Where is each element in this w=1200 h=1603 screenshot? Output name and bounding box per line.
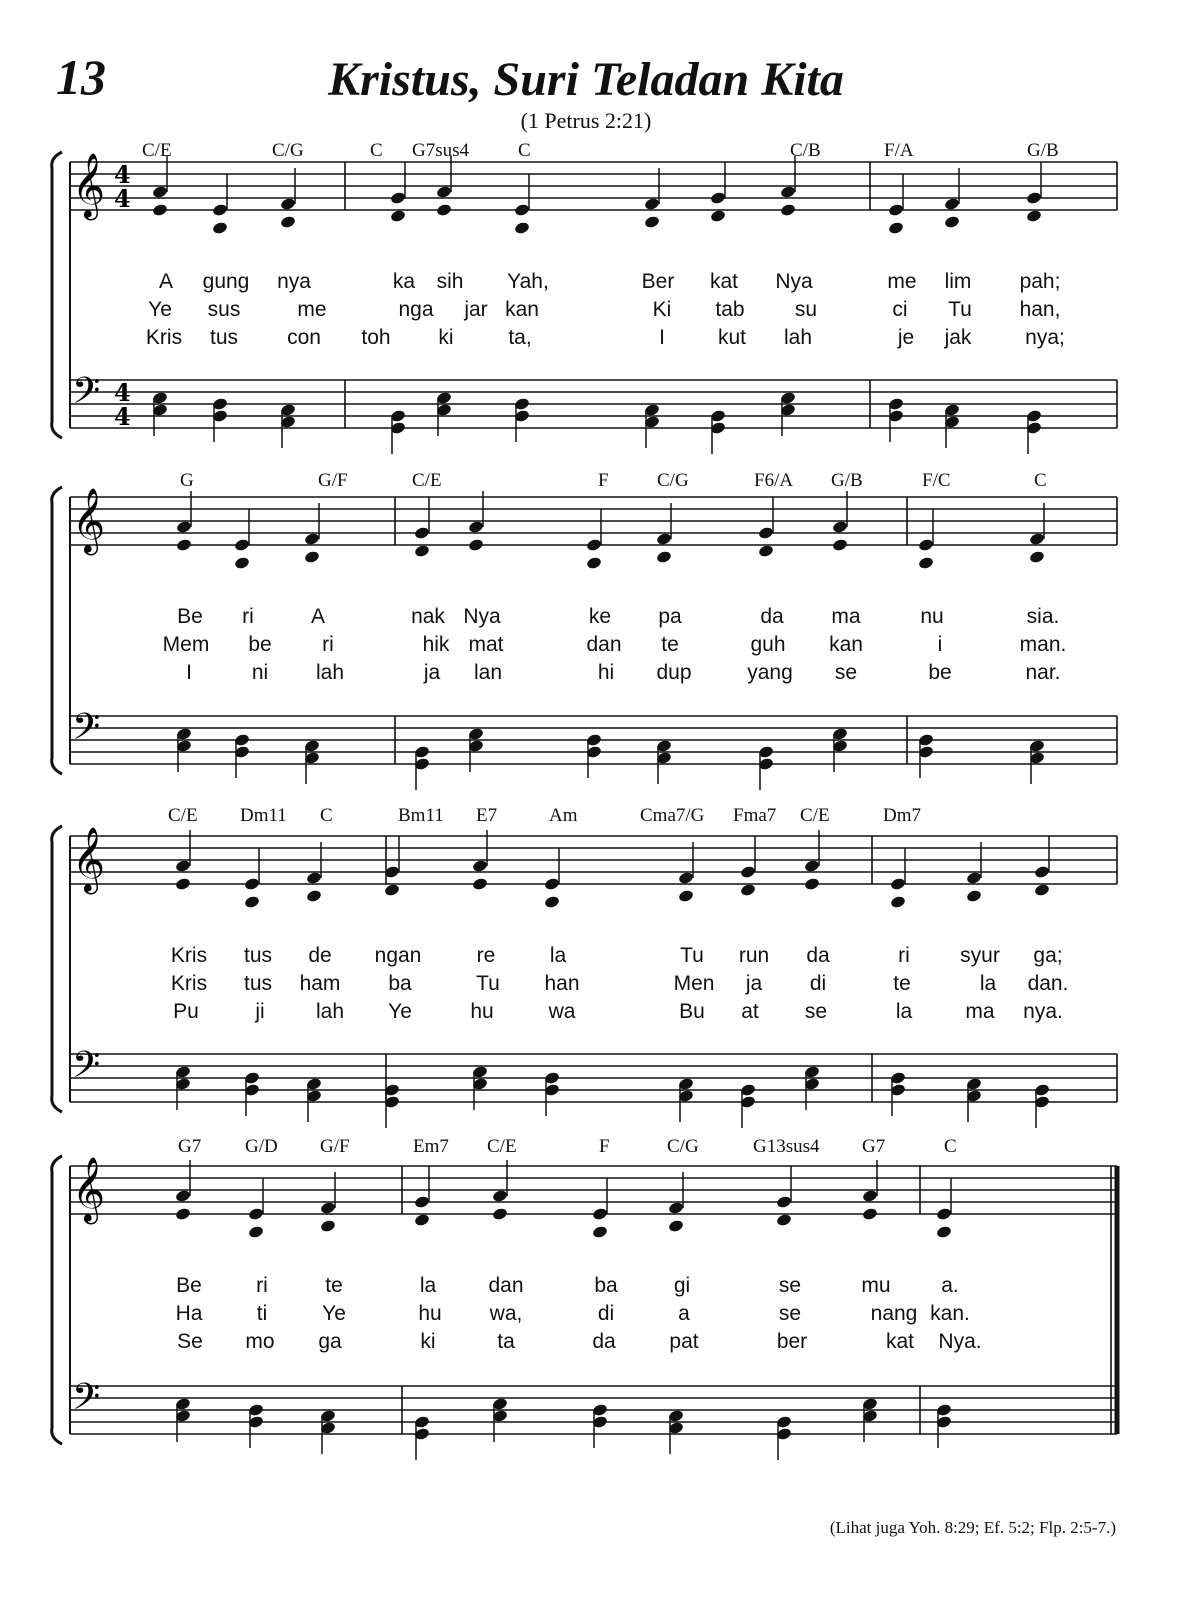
lyric-syllable: ka bbox=[392, 270, 416, 293]
lyric-syllable: Nya. bbox=[938, 1330, 982, 1353]
note-head bbox=[414, 1213, 431, 1227]
note-head bbox=[656, 532, 673, 546]
lyric-syllable: A bbox=[158, 270, 174, 293]
note-head bbox=[888, 203, 905, 217]
note-head bbox=[918, 556, 935, 570]
lyric-syllable: toh bbox=[361, 326, 391, 349]
chord-symbol: Cma7/G bbox=[640, 805, 705, 826]
lyric-syllable: han, bbox=[1019, 298, 1061, 321]
lyric-syllable: ma bbox=[831, 605, 861, 628]
lyric-syllable: nu bbox=[920, 605, 944, 628]
note-head bbox=[414, 544, 431, 558]
bass-clef: 𝄢 bbox=[72, 1376, 101, 1427]
lyric-syllable: Nya bbox=[775, 270, 813, 293]
lyric-syllable: Yah, bbox=[507, 270, 549, 293]
note-head bbox=[436, 203, 453, 217]
lyric-syllable: Tu bbox=[948, 298, 972, 321]
note-head bbox=[304, 532, 321, 546]
note-head bbox=[804, 859, 821, 873]
system-bracket bbox=[52, 487, 62, 774]
note-head bbox=[862, 1189, 879, 1203]
lyric-syllable: lah bbox=[315, 1000, 345, 1023]
lyric-syllable: dan bbox=[586, 633, 622, 656]
lyric-syllable: su bbox=[794, 298, 818, 321]
lyric-syllable: Ber bbox=[641, 270, 675, 293]
note-head bbox=[586, 556, 603, 570]
lyric-syllable: da bbox=[806, 944, 830, 967]
note-head bbox=[678, 889, 695, 903]
lyric-syllable: kut bbox=[717, 326, 747, 349]
lyric-syllable: sus bbox=[207, 298, 241, 321]
note-head bbox=[944, 215, 961, 229]
lyric-syllable: ti bbox=[256, 1302, 268, 1325]
note-head bbox=[175, 859, 192, 873]
note-head bbox=[152, 203, 169, 217]
note-head bbox=[776, 1195, 793, 1209]
chord-symbol: F6/A bbox=[754, 470, 794, 491]
lyric-syllable: di bbox=[597, 1302, 615, 1325]
note-head bbox=[644, 215, 661, 229]
lyric-syllable: mo bbox=[245, 1330, 275, 1353]
lyric-syllable: han bbox=[544, 972, 580, 995]
lyric-syllable: i bbox=[937, 633, 943, 656]
note-head bbox=[176, 520, 193, 534]
chord-symbol: C/B bbox=[790, 140, 821, 161]
lyric-syllable: con bbox=[287, 326, 321, 349]
note-head bbox=[384, 883, 401, 897]
lyric-syllable: mu bbox=[861, 1274, 891, 1297]
lyric-syllable: Ye bbox=[322, 1302, 346, 1325]
chord-symbol: F bbox=[599, 1136, 610, 1157]
chord-symbol: G13sus4 bbox=[753, 1136, 820, 1157]
lyric-syllable: hi bbox=[597, 661, 615, 684]
note-head bbox=[644, 197, 661, 211]
lyric-syllable: Kris bbox=[170, 972, 208, 995]
note-head bbox=[710, 191, 727, 205]
note-head bbox=[668, 1219, 685, 1233]
lyric-syllable: Ye bbox=[388, 1000, 412, 1023]
chord-symbol: F/C bbox=[922, 470, 951, 491]
lyric-syllable: ri bbox=[256, 1274, 268, 1297]
note-head bbox=[492, 1207, 509, 1221]
note-head bbox=[592, 1225, 609, 1239]
lyric-syllable: kat bbox=[709, 270, 739, 293]
chord-symbol: C/E bbox=[800, 805, 830, 826]
lyric-syllable: Kris bbox=[170, 944, 208, 967]
lyric-syllable: kat bbox=[885, 1330, 915, 1353]
lyric-syllable: nya; bbox=[1025, 326, 1065, 349]
chord-symbol: C bbox=[370, 140, 383, 161]
lyric-syllable: dan. bbox=[1027, 972, 1069, 995]
treble-clef: 𝄞 bbox=[72, 827, 106, 892]
bass-clef: 𝄢 bbox=[72, 1044, 101, 1095]
lyric-syllable: Ki bbox=[652, 298, 672, 321]
lyric-syllable: Tu bbox=[476, 972, 500, 995]
chord-symbol: F bbox=[598, 470, 609, 491]
lyric-syllable: nya. bbox=[1023, 1000, 1063, 1023]
lyric-syllable: ri bbox=[242, 605, 254, 628]
lyric-syllable: lah bbox=[783, 326, 813, 349]
chord-symbol: C/G bbox=[667, 1136, 699, 1157]
lyric-syllable: la bbox=[895, 1000, 913, 1023]
note-head bbox=[758, 526, 775, 540]
note-head bbox=[1034, 865, 1051, 879]
bass-staff bbox=[70, 370, 1117, 431]
lyric-syllable: je bbox=[897, 326, 915, 349]
note-head bbox=[1029, 550, 1046, 564]
lyric-syllable: hu bbox=[470, 1000, 494, 1023]
lyric-syllable: ni bbox=[251, 661, 269, 684]
lyric-syllable: wa bbox=[548, 1000, 576, 1023]
lyric-syllable: pat bbox=[669, 1330, 699, 1353]
lyric-syllable: ki bbox=[420, 1330, 436, 1353]
footnote: (Lihat juga Yoh. 8:29; Ef. 5:2; Flp. 2:5-7.) bbox=[829, 1518, 1116, 1537]
note-head bbox=[468, 538, 485, 552]
note-head bbox=[514, 203, 531, 217]
lyric-syllable: te bbox=[661, 633, 679, 656]
note-head bbox=[234, 538, 251, 552]
chord-symbol: C bbox=[1034, 470, 1047, 491]
lyric-syllable: hu bbox=[418, 1302, 442, 1325]
chord-symbol: Bm11 bbox=[398, 805, 444, 826]
note-head bbox=[936, 1225, 953, 1239]
lyric-syllable: ngan bbox=[374, 944, 422, 967]
note-head bbox=[304, 550, 321, 564]
note-head bbox=[936, 1207, 953, 1221]
note-head bbox=[280, 197, 297, 211]
lyric-syllable: se bbox=[778, 1274, 802, 1297]
note-head bbox=[280, 215, 297, 229]
lyric-syllable: la bbox=[419, 1274, 437, 1297]
note-head bbox=[966, 871, 983, 885]
chord-symbol: G7sus4 bbox=[412, 140, 470, 161]
lyric-syllable: jak bbox=[944, 326, 972, 349]
note-head bbox=[320, 1201, 337, 1215]
note-head bbox=[1034, 883, 1051, 897]
lyric-syllable: me bbox=[887, 270, 917, 293]
lyric-syllable: ham bbox=[299, 972, 341, 995]
lyric-syllable: yang bbox=[747, 661, 793, 684]
note-head bbox=[966, 889, 983, 903]
note-head bbox=[592, 1207, 609, 1221]
lyric-syllable: be bbox=[248, 633, 272, 656]
lyric-syllable: be bbox=[928, 661, 952, 684]
lyric-syllable: wa, bbox=[489, 1302, 523, 1325]
note-head bbox=[414, 1195, 431, 1209]
lyric-syllable: tus bbox=[243, 944, 273, 967]
lyric-syllable: se bbox=[778, 1302, 802, 1325]
note-head bbox=[656, 550, 673, 564]
lyric-syllable: lan bbox=[473, 661, 503, 684]
note-head bbox=[888, 221, 905, 235]
note-head bbox=[414, 526, 431, 540]
chord-symbol: G/F bbox=[318, 470, 348, 491]
note-head bbox=[320, 1219, 337, 1233]
chord-symbol: C/G bbox=[657, 470, 689, 491]
note-head bbox=[780, 203, 797, 217]
lyric-syllable: Tu bbox=[680, 944, 704, 967]
note-head bbox=[472, 877, 489, 891]
chord-symbol: C bbox=[518, 140, 531, 161]
system-bracket bbox=[52, 152, 62, 438]
chord-symbol: G/B bbox=[831, 470, 863, 491]
note-head bbox=[758, 544, 775, 558]
lyric-syllable: syur bbox=[960, 944, 1000, 967]
note-head bbox=[472, 859, 489, 873]
lyric-syllable: ja bbox=[423, 661, 441, 684]
lyric-syllable: ki bbox=[438, 326, 454, 349]
lyric-syllable: ri bbox=[898, 944, 910, 967]
lyric-syllable: jar bbox=[464, 298, 488, 321]
lyric-syllable: ta bbox=[497, 1330, 515, 1353]
chord-symbol: Fma7 bbox=[733, 805, 777, 826]
chord-symbol: G/B bbox=[1027, 140, 1059, 161]
note-head bbox=[234, 556, 251, 570]
lyric-syllable: Men bbox=[673, 972, 715, 995]
lyric-syllable: ta, bbox=[508, 326, 532, 349]
treble-clef: 𝄞 bbox=[72, 1157, 106, 1222]
note-head bbox=[710, 209, 727, 223]
lyric-syllable: ke bbox=[588, 605, 612, 628]
note-head bbox=[776, 1213, 793, 1227]
bass-staff bbox=[70, 1044, 1117, 1102]
note-head bbox=[152, 185, 169, 199]
lyric-syllable: dan bbox=[488, 1274, 524, 1297]
system-bracket bbox=[52, 1156, 62, 1444]
note-head bbox=[1026, 191, 1043, 205]
system-4 bbox=[52, 1156, 1117, 1460]
lyric-syllable: I bbox=[186, 661, 192, 684]
note-head bbox=[514, 221, 531, 235]
lyric-syllable: me bbox=[297, 298, 327, 321]
chord-symbol: C/E bbox=[412, 470, 442, 491]
time-signature: 4 bbox=[114, 184, 131, 213]
chord-symbol: G/F bbox=[320, 1136, 350, 1157]
treble-staff bbox=[70, 827, 1117, 894]
lyric-syllable: tus bbox=[243, 972, 273, 995]
lyric-syllable: nar. bbox=[1025, 661, 1061, 684]
note-head bbox=[944, 197, 961, 211]
lyric-syllable: lah bbox=[315, 661, 345, 684]
note-head bbox=[890, 877, 907, 891]
lyric-syllable: pah; bbox=[1019, 270, 1061, 293]
chord-symbol: C/G bbox=[272, 140, 304, 161]
lyric-syllable: kan bbox=[829, 633, 863, 656]
chord-symbol: C bbox=[320, 805, 333, 826]
lyric-syllable: da bbox=[760, 605, 784, 628]
lyric-syllable: re bbox=[476, 944, 496, 967]
system-1 bbox=[52, 152, 1117, 454]
note-head bbox=[780, 185, 797, 199]
system-bracket bbox=[52, 826, 62, 1112]
note-head bbox=[804, 877, 821, 891]
chord-symbol: C/E bbox=[487, 1136, 517, 1157]
note-head bbox=[175, 1207, 192, 1221]
time-signature: 4 bbox=[114, 402, 131, 431]
chord-symbol: F/A bbox=[884, 140, 914, 161]
note-head bbox=[544, 877, 561, 891]
note-head bbox=[890, 895, 907, 909]
lyric-syllable: gi bbox=[673, 1274, 691, 1297]
lyric-syllable: Pu bbox=[173, 1000, 199, 1023]
note-head bbox=[586, 538, 603, 552]
lyric-syllable: nang bbox=[870, 1302, 918, 1325]
lyric-syllable: at bbox=[741, 1000, 759, 1023]
lyric-syllable: A bbox=[310, 605, 326, 628]
time-signature: 4 bbox=[114, 378, 131, 407]
lyric-syllable: gung bbox=[202, 270, 250, 293]
lyric-syllable: Bu bbox=[679, 1000, 705, 1023]
note-head bbox=[740, 865, 757, 879]
lyric-syllable: lim bbox=[944, 270, 972, 293]
hymn-title: Kristus, Suri Teladan Kita bbox=[328, 53, 844, 106]
note-head bbox=[544, 895, 561, 909]
note-head bbox=[248, 1207, 265, 1221]
lyric-syllable: pa bbox=[658, 605, 682, 628]
lyric-syllable: Be bbox=[176, 1274, 202, 1297]
note-head bbox=[436, 185, 453, 199]
lyric-syllable: sia. bbox=[1026, 605, 1060, 628]
chord-symbol: G7 bbox=[862, 1136, 886, 1157]
chord-symbol: C/E bbox=[168, 805, 198, 826]
scripture-reference: (1 Petrus 2:21) bbox=[520, 108, 652, 133]
note-head bbox=[176, 538, 193, 552]
treble-clef: 𝄞 bbox=[72, 153, 106, 218]
chord-symbol: C/E bbox=[142, 140, 172, 161]
chord-symbol: Em7 bbox=[413, 1136, 449, 1157]
note-head bbox=[740, 883, 757, 897]
chord-symbol: G bbox=[180, 470, 194, 491]
note-head bbox=[212, 203, 229, 217]
treble-clef: 𝄞 bbox=[72, 488, 106, 553]
lyric-syllable: ga bbox=[318, 1330, 342, 1353]
lyric-syllable: hik bbox=[422, 633, 450, 656]
note-head bbox=[212, 221, 229, 235]
note-head bbox=[244, 895, 261, 909]
lyric-syllable: ji bbox=[255, 1000, 265, 1023]
lyric-syllable: dup bbox=[656, 661, 692, 684]
note-head bbox=[492, 1189, 509, 1203]
lyric-syllable: te bbox=[325, 1274, 343, 1297]
lyric-syllable: sih bbox=[436, 270, 464, 293]
lyric-syllable: nya bbox=[277, 270, 311, 293]
lyric-syllable: te bbox=[893, 972, 911, 995]
lyric-syllable: se bbox=[804, 1000, 828, 1023]
lyric-syllable: run bbox=[738, 944, 770, 967]
lyric-syllable: la bbox=[549, 944, 567, 967]
lyric-syllable: kan bbox=[505, 298, 539, 321]
note-head bbox=[306, 871, 323, 885]
lyric-syllable: Ha bbox=[175, 1302, 203, 1325]
system-3 bbox=[52, 826, 1117, 1128]
lyric-syllable: a bbox=[678, 1302, 690, 1325]
lyric-syllable: de bbox=[308, 944, 332, 967]
note-head bbox=[175, 1189, 192, 1203]
note-head bbox=[468, 520, 485, 534]
lyric-syllable: ga; bbox=[1033, 944, 1063, 967]
lyric-syllable: nak bbox=[411, 605, 445, 628]
lyric-syllable: Kris bbox=[145, 326, 183, 349]
lyric-syllable: guh bbox=[750, 633, 786, 656]
chord-symbol: G/D bbox=[245, 1136, 278, 1157]
note-head bbox=[390, 191, 407, 205]
chord-symbol: E7 bbox=[476, 805, 498, 826]
chord-symbol: Dm7 bbox=[883, 805, 921, 826]
lyric-syllable: mat bbox=[468, 633, 504, 656]
chord-symbol: C bbox=[944, 1136, 957, 1157]
note-head bbox=[832, 538, 849, 552]
bass-clef: 𝄢 bbox=[72, 370, 101, 421]
chord-symbol: Am bbox=[549, 805, 578, 826]
lyric-syllable: ja bbox=[745, 972, 763, 995]
lyric-syllable: tab bbox=[715, 298, 745, 321]
lyric-syllable: Nya bbox=[463, 605, 501, 628]
hymn-number: 13 bbox=[56, 49, 106, 105]
time-signature: 4 bbox=[114, 160, 131, 189]
note-head bbox=[1029, 532, 1046, 546]
lyric-syllable: Ye bbox=[148, 298, 172, 321]
note-head bbox=[668, 1201, 685, 1215]
note-head bbox=[1026, 209, 1043, 223]
lyric-syllable: se bbox=[834, 661, 858, 684]
chord-symbol: G7 bbox=[178, 1136, 202, 1157]
lyric-syllable: Be bbox=[177, 605, 203, 628]
lyric-syllable: la bbox=[979, 972, 997, 995]
lyric-syllable: Mem bbox=[162, 633, 210, 656]
lyric-syllable: I bbox=[659, 326, 665, 349]
chord-symbol: Dm11 bbox=[240, 805, 287, 826]
lyric-syllable: ber bbox=[776, 1330, 808, 1353]
note-head bbox=[248, 1225, 265, 1239]
lyric-syllable: Se bbox=[177, 1330, 203, 1353]
lyric-syllable: ci bbox=[892, 298, 908, 321]
note-head bbox=[175, 877, 192, 891]
lyric-syllable: kan. bbox=[930, 1302, 970, 1325]
lyric-syllable: ba bbox=[594, 1274, 618, 1297]
lyric-syllable: man. bbox=[1019, 633, 1067, 656]
note-head bbox=[390, 209, 407, 223]
lyric-syllable: tus bbox=[209, 326, 239, 349]
lyric-syllable: nga bbox=[398, 298, 434, 321]
note-head bbox=[306, 889, 323, 903]
note-head bbox=[862, 1207, 879, 1221]
note-head bbox=[678, 871, 695, 885]
lyric-syllable: ma bbox=[965, 1000, 995, 1023]
bass-clef: 𝄢 bbox=[72, 706, 101, 757]
lyric-syllable: da bbox=[592, 1330, 616, 1353]
note-head bbox=[832, 520, 849, 534]
lyric-syllable: a. bbox=[941, 1274, 959, 1297]
system-2 bbox=[52, 487, 1117, 790]
lyric-syllable: di bbox=[809, 972, 827, 995]
note-head bbox=[918, 538, 935, 552]
note-head bbox=[244, 877, 261, 891]
lyric-syllable: ri bbox=[322, 633, 334, 656]
lyric-syllable: ba bbox=[388, 972, 412, 995]
